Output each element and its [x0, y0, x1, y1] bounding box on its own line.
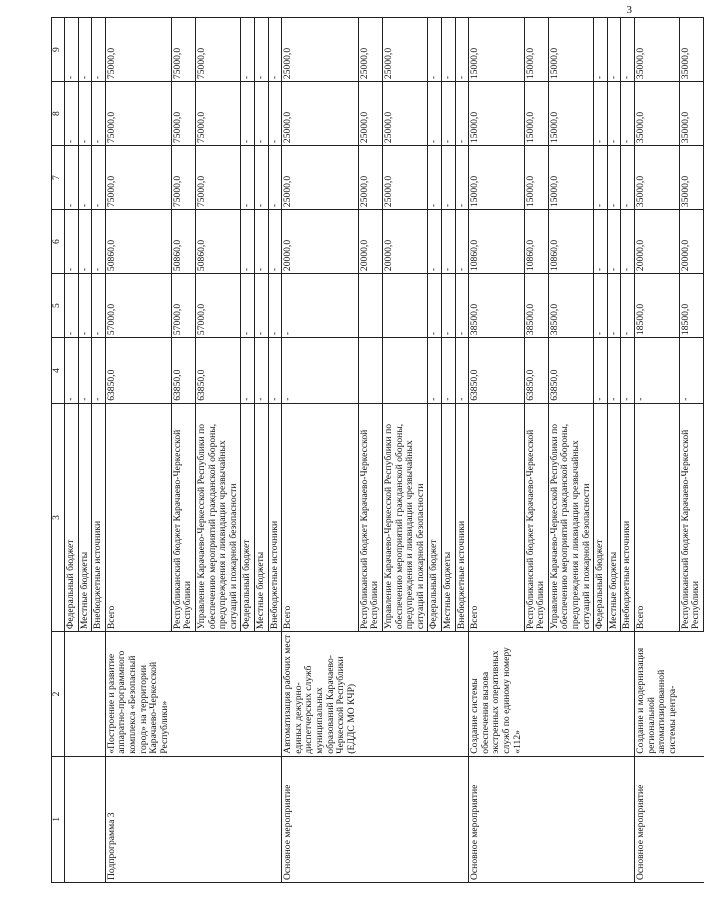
- cell-value: 57000,0: [171, 274, 195, 338]
- cell-value: 75000,0: [171, 18, 195, 82]
- cell-value: 35000,0: [679, 82, 703, 146]
- cell-value: 25000,0: [383, 18, 428, 82]
- col-header: 8: [52, 82, 65, 146]
- cell-name: [679, 632, 703, 757]
- cell-value: -: [78, 338, 92, 404]
- table-row: [78, 18, 92, 883]
- cell-value: 35000,0: [635, 82, 680, 146]
- cell-type: Основное мероприятие: [469, 756, 524, 882]
- table-row: [428, 18, 442, 883]
- col-header: 2: [52, 632, 65, 757]
- table-body: [65, 18, 704, 883]
- cell-value: -: [428, 274, 442, 338]
- cell-type: Основное мероприятие: [282, 756, 359, 882]
- cell-value: 75000,0: [196, 82, 241, 146]
- cell-value: 75000,0: [171, 82, 195, 146]
- cell-source: Внебюджетные источники: [455, 403, 469, 631]
- table-row: [92, 18, 106, 883]
- cell-value: -: [92, 82, 106, 146]
- cell-source: Всего: [635, 403, 680, 631]
- cell-name: Автоматизация рабочих мест единых дежурно-диспетчерских служб муниципальных образований Карачаево-Черкесской Республики (ЕДДС МО КЧР): [282, 632, 359, 757]
- cell-value: -: [268, 274, 282, 338]
- cell-value: -: [65, 82, 79, 146]
- table-row: [383, 18, 428, 883]
- cell-source: Внебюджетные источники: [621, 403, 635, 631]
- cell-value: -: [241, 274, 255, 338]
- cell-name: [607, 632, 621, 757]
- cell-value: -: [255, 82, 269, 146]
- table-row: [105, 18, 171, 883]
- cell-name: [78, 632, 92, 757]
- cell-name: [455, 632, 469, 757]
- table-row: [594, 18, 608, 883]
- cell-source: Внебюджетные источники: [268, 403, 282, 631]
- cell-value: 25000,0: [383, 146, 428, 210]
- cell-value: [358, 274, 382, 338]
- col-header: 9: [52, 18, 65, 82]
- cell-value: -: [607, 274, 621, 338]
- table-row: [282, 18, 359, 883]
- col-header: 7: [52, 146, 65, 210]
- cell-value: 15000,0: [469, 82, 524, 146]
- cell-type: [442, 756, 456, 882]
- cell-value: 20000,0: [358, 210, 382, 274]
- cell-value: -: [255, 274, 269, 338]
- cell-value: -: [455, 82, 469, 146]
- cell-value: -: [255, 210, 269, 274]
- cell-value: 57000,0: [196, 274, 241, 338]
- cell-source: Республиканский бюджет Карачаево-Черкесской Республики: [679, 403, 703, 631]
- cell-type: [428, 756, 442, 882]
- cell-type: [455, 756, 469, 882]
- cell-source: Республиканский бюджет Карачаево-Черкесской Республики: [358, 403, 382, 631]
- cell-value: -: [282, 274, 359, 338]
- cell-value: 35000,0: [635, 146, 680, 210]
- cell-source: Управление Карачаево-Черкесской Республики по обеспечению мероприятий гражданской обороны, предупреждения и ликвидации чрезвычайных ситуаций и пожарной безопасности: [548, 403, 593, 631]
- cell-source: Федеральный бюджет: [594, 403, 608, 631]
- table-row: [455, 18, 469, 883]
- cell-value: [383, 274, 428, 338]
- cell-value: -: [241, 210, 255, 274]
- cell-value: -: [621, 18, 635, 82]
- cell-value: 15000,0: [469, 18, 524, 82]
- table-row: [241, 18, 255, 883]
- cell-name: [92, 632, 106, 757]
- cell-source: Всего: [105, 403, 171, 631]
- cell-name: [383, 632, 428, 757]
- cell-source: Управление Карачаево-Черкесской Республики по обеспечению мероприятий гражданской обороны, предупреждения и ликвидации чрезвычайных ситуаций и пожарной безопасности: [383, 403, 428, 631]
- cell-value: -: [594, 18, 608, 82]
- cell-value: -: [455, 274, 469, 338]
- cell-type: [65, 756, 79, 882]
- cell-name: Создание и модернизация региональной автоматизированной системы центра-: [635, 632, 680, 757]
- cell-value: -: [428, 210, 442, 274]
- cell-value: 25000,0: [358, 146, 382, 210]
- cell-value: -: [594, 210, 608, 274]
- cell-value: -: [241, 82, 255, 146]
- cell-value: [383, 338, 428, 404]
- cell-type: [241, 756, 255, 882]
- cell-value: -: [428, 338, 442, 404]
- cell-value: -: [607, 82, 621, 146]
- cell-type: [255, 756, 269, 882]
- cell-value: -: [92, 146, 106, 210]
- cell-name: Создание системы обеспечения вызова экстренных оперативных служб по единому номеру «112»: [469, 632, 524, 757]
- col-header: 4: [52, 338, 65, 404]
- cell-value: -: [594, 338, 608, 404]
- cell-value: 15000,0: [524, 146, 548, 210]
- cell-value: 63850,0: [469, 338, 524, 404]
- table-row: [524, 18, 548, 883]
- cell-value: -: [428, 146, 442, 210]
- cell-name: [268, 632, 282, 757]
- cell-value: -: [455, 210, 469, 274]
- cell-value: -: [65, 338, 79, 404]
- cell-value: 15000,0: [524, 18, 548, 82]
- cell-value: -: [442, 210, 456, 274]
- cell-value: 18500,0: [635, 274, 680, 338]
- cell-type: [594, 756, 608, 882]
- cell-value: 63850,0: [171, 338, 195, 404]
- cell-value: 15000,0: [548, 82, 593, 146]
- cell-value: [358, 338, 382, 404]
- cell-type: [607, 756, 621, 882]
- table-row: [196, 18, 241, 883]
- table-row: [442, 18, 456, 883]
- cell-value: 38500,0: [548, 274, 593, 338]
- cell-value: 15000,0: [548, 146, 593, 210]
- cell-value: 38500,0: [524, 274, 548, 338]
- cell-value: 38500,0: [469, 274, 524, 338]
- cell-value: 63850,0: [105, 338, 171, 404]
- cell-value: 25000,0: [282, 82, 359, 146]
- cell-value: -: [455, 338, 469, 404]
- cell-name: [428, 632, 442, 757]
- cell-value: -: [607, 210, 621, 274]
- cell-name: [171, 632, 195, 757]
- cell-type: [679, 756, 703, 882]
- page-number: 3: [626, 4, 632, 16]
- cell-value: 75000,0: [105, 146, 171, 210]
- cell-value: 25000,0: [358, 18, 382, 82]
- table-row: [65, 18, 79, 883]
- cell-value: -: [268, 338, 282, 404]
- budget-table: [51, 17, 704, 883]
- cell-source: Местные бюджеты: [607, 403, 621, 631]
- cell-value: 75000,0: [105, 82, 171, 146]
- cell-value: -: [455, 146, 469, 210]
- cell-value: -: [78, 146, 92, 210]
- cell-name: [196, 632, 241, 757]
- cell-type: [92, 756, 106, 882]
- cell-value: -: [241, 146, 255, 210]
- cell-value: 50860,0: [196, 210, 241, 274]
- cell-value: -: [78, 18, 92, 82]
- table-row: [621, 18, 635, 883]
- cell-type: [358, 756, 382, 882]
- cell-value: -: [255, 146, 269, 210]
- cell-value: 15000,0: [469, 146, 524, 210]
- cell-value: 75000,0: [171, 146, 195, 210]
- cell-value: 20000,0: [282, 210, 359, 274]
- cell-source: Республиканский бюджет Карачаево-Черкесской Республики: [171, 403, 195, 631]
- cell-source: Федеральный бюджет: [241, 403, 255, 631]
- cell-value: -: [607, 338, 621, 404]
- cell-name: «Построение и развитие аппаратно-программного комплекса «Безопасный город» на территории Карачаево-Черкесской Республики»: [105, 632, 171, 757]
- cell-value: -: [282, 338, 359, 404]
- cell-value: -: [268, 146, 282, 210]
- cell-value: 20000,0: [383, 210, 428, 274]
- cell-value: 75000,0: [105, 18, 171, 82]
- cell-name: [255, 632, 269, 757]
- cell-value: -: [92, 274, 106, 338]
- cell-value: -: [268, 210, 282, 274]
- cell-source: Управление Карачаево-Черкесской Республики по обеспечению мероприятий гражданской обороны, предупреждения и ликвидации чрезвычайных ситуаций и пожарной безопасности: [196, 403, 241, 631]
- cell-type: [171, 756, 195, 882]
- cell-value: 63850,0: [196, 338, 241, 404]
- cell-value: -: [679, 338, 703, 404]
- cell-value: 10860,0: [469, 210, 524, 274]
- cell-value: -: [78, 210, 92, 274]
- cell-source: Местные бюджеты: [442, 403, 456, 631]
- cell-value: 75000,0: [196, 146, 241, 210]
- cell-value: 57000,0: [105, 274, 171, 338]
- cell-source: Республиканский бюджет Карачаево-Черкесской Республики: [524, 403, 548, 631]
- cell-source: Всего: [282, 403, 359, 631]
- cell-value: -: [92, 338, 106, 404]
- cell-value: 15000,0: [548, 18, 593, 82]
- cell-value: 10860,0: [548, 210, 593, 274]
- cell-type: [78, 756, 92, 882]
- cell-value: 35000,0: [679, 146, 703, 210]
- cell-source: Внебюджетные источники: [92, 403, 106, 631]
- cell-value: 25000,0: [383, 82, 428, 146]
- cell-name: [65, 632, 79, 757]
- cell-value: -: [442, 18, 456, 82]
- cell-source: Местные бюджеты: [78, 403, 92, 631]
- cell-type: [621, 756, 635, 882]
- cell-value: -: [594, 274, 608, 338]
- cell-value: 35000,0: [679, 18, 703, 82]
- header-row: [52, 18, 65, 883]
- cell-value: 35000,0: [635, 18, 680, 82]
- cell-value: 75000,0: [196, 18, 241, 82]
- cell-value: -: [442, 146, 456, 210]
- cell-value: -: [65, 210, 79, 274]
- col-header: 5: [52, 274, 65, 338]
- cell-value: -: [635, 338, 680, 404]
- cell-value: 63850,0: [548, 338, 593, 404]
- table-row: [255, 18, 269, 883]
- cell-type: [268, 756, 282, 882]
- cell-value: 25000,0: [358, 82, 382, 146]
- cell-value: -: [442, 338, 456, 404]
- cell-value: -: [92, 210, 106, 274]
- cell-value: -: [65, 274, 79, 338]
- cell-value: -: [621, 82, 635, 146]
- table-row: [607, 18, 621, 883]
- cell-source: Федеральный бюджет: [65, 403, 79, 631]
- cell-value: -: [442, 274, 456, 338]
- table-row: [358, 18, 382, 883]
- cell-value: -: [442, 82, 456, 146]
- cell-value: 50860,0: [105, 210, 171, 274]
- cell-name: [442, 632, 456, 757]
- cell-name: [594, 632, 608, 757]
- col-header: 1: [52, 756, 65, 882]
- cell-value: 25000,0: [282, 146, 359, 210]
- col-header: 6: [52, 210, 65, 274]
- table-row: [679, 18, 703, 883]
- cell-value: -: [607, 18, 621, 82]
- cell-value: -: [594, 146, 608, 210]
- cell-value: -: [607, 146, 621, 210]
- cell-value: -: [268, 82, 282, 146]
- cell-value: -: [78, 82, 92, 146]
- cell-name: [358, 632, 382, 757]
- cell-value: 50860,0: [171, 210, 195, 274]
- table-row: [469, 18, 524, 883]
- col-header: 3: [52, 403, 65, 631]
- cell-value: -: [255, 338, 269, 404]
- cell-value: -: [92, 18, 106, 82]
- cell-value: -: [594, 82, 608, 146]
- cell-name: [621, 632, 635, 757]
- cell-value: -: [241, 18, 255, 82]
- cell-value: 63850,0: [524, 338, 548, 404]
- budget-table-rotated: [51, 17, 702, 883]
- cell-value: -: [78, 274, 92, 338]
- cell-value: 20000,0: [635, 210, 680, 274]
- table-row: [635, 18, 680, 883]
- cell-value: -: [65, 146, 79, 210]
- cell-value: -: [621, 210, 635, 274]
- cell-type: [383, 756, 428, 882]
- table-row: [548, 18, 593, 883]
- cell-type: Подпрограмма 3: [105, 756, 171, 882]
- cell-source: Местные бюджеты: [255, 403, 269, 631]
- cell-type: [548, 756, 593, 882]
- cell-source: Федеральный бюджет: [428, 403, 442, 631]
- cell-value: -: [621, 274, 635, 338]
- cell-value: -: [621, 146, 635, 210]
- cell-name: [524, 632, 548, 757]
- cell-value: -: [268, 18, 282, 82]
- cell-type: [524, 756, 548, 882]
- cell-value: 10860,0: [524, 210, 548, 274]
- cell-value: 25000,0: [282, 18, 359, 82]
- cell-value: -: [621, 338, 635, 404]
- cell-type: Основное мероприятие: [635, 756, 680, 882]
- cell-value: 20000,0: [679, 210, 703, 274]
- cell-source: Всего: [469, 403, 524, 631]
- cell-value: -: [455, 18, 469, 82]
- cell-value: 18500,0: [679, 274, 703, 338]
- table-row: [268, 18, 282, 883]
- cell-name: [548, 632, 593, 757]
- cell-value: -: [65, 18, 79, 82]
- cell-type: [196, 756, 241, 882]
- table-row: [171, 18, 195, 883]
- cell-value: -: [241, 338, 255, 404]
- cell-name: [241, 632, 255, 757]
- cell-value: -: [428, 82, 442, 146]
- cell-value: -: [255, 18, 269, 82]
- cell-value: 15000,0: [524, 82, 548, 146]
- cell-value: -: [428, 18, 442, 82]
